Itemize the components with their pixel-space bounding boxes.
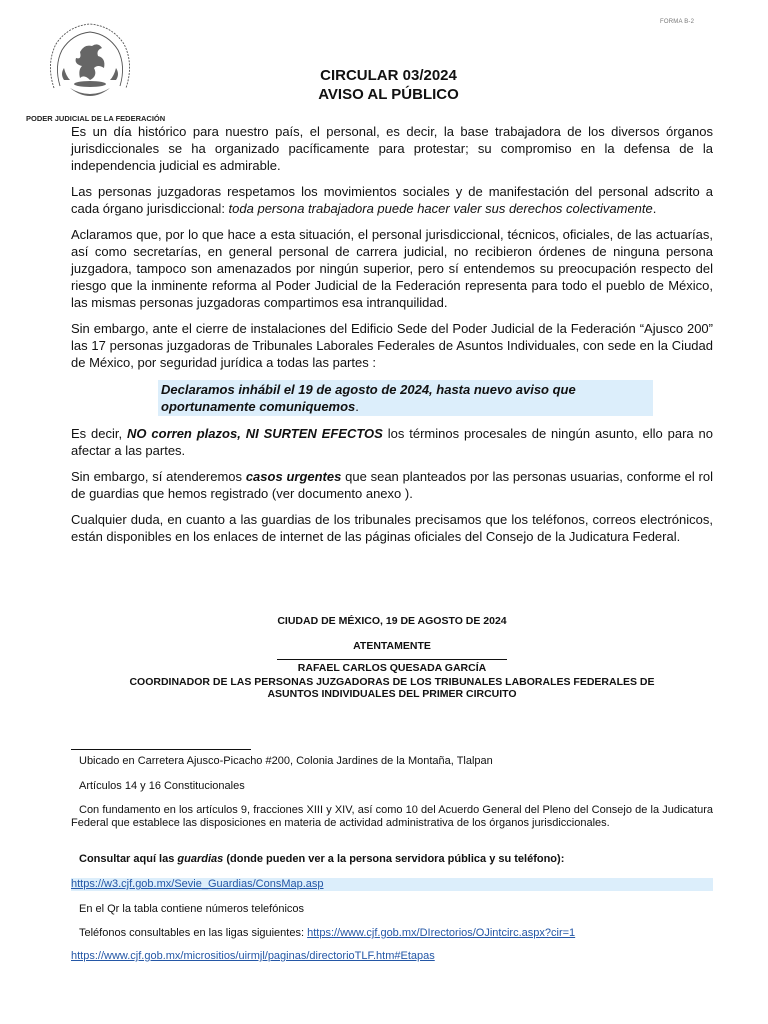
footnote-4-start: Consultar aquí las xyxy=(79,853,178,865)
guardias-link[interactable]: https://w3.cjf.gob.mx/Sevie_Guardias/ConsMap.asp xyxy=(71,878,324,890)
paragraph-4: Sin embargo, ante el cierre de instalaciones del Edificio Sede del Poder Judicial de la Federación “Ajusco 200” las 17 personas juzgadoras de Tribunales Laborales Federales de Asuntos Individuales, con sede en la Ciudad de México, por seguridad jurídica a todas las partes : xyxy=(71,321,713,370)
paragraph-5-start: Es decir, xyxy=(71,426,128,441)
salutation: ATENTAMENTE xyxy=(353,640,431,652)
paragraph-5-end: los términos procesales de ningún asunto, ello para no afectar a las partes. xyxy=(71,426,713,458)
footnote-5 xyxy=(71,903,713,916)
place-date: CIUDAD DE MÉXICO, 19 DE AGOSTO DE 2024 xyxy=(277,615,507,627)
paragraph-2-end: . xyxy=(652,201,657,216)
paragraph-2-text: Las personas juzgadoras respetamos los movimientos sociales y de manifestación del personal adscrito a cada órgano jurisdiccional: xyxy=(71,184,713,216)
footnote-1-text: Ubicado en Carretera Ajusco-Picacho #200, Colonia Jardines de la Montaña, Tlalpan xyxy=(79,755,493,767)
guardias-link-row xyxy=(71,878,713,891)
signer-position-line-1: COORDINADOR DE LAS PERSONAS JUZGADORAS DE LOS TRIBUNALES LABORALES FEDERALES DE xyxy=(129,676,655,688)
paragraph-2-emphasis: toda persona trabajadora puede hacer valer sus derechos colectivamente xyxy=(228,201,653,216)
form-code: FORMA B-2 xyxy=(660,19,695,25)
paragraph-5 xyxy=(71,425,713,459)
footnote-5-text: En el Qr la tabla contiene números telefónicos xyxy=(79,903,305,915)
footnote-3-text: Con fundamento en los artículos 9, fracciones XIII y XIV, así como 10 del Acuerdo General del Pleno del Consejo de la Judicatura Federal que establece las disposiciones en materia de actividad administrativa de los órganos jurisdiccionales. xyxy=(71,804,713,829)
footnote-3 xyxy=(71,804,713,830)
signer-position-line-2: ASUNTOS INDIVIDUALES DEL PRIMER CIRCUITO xyxy=(267,688,517,700)
paragraph-2 xyxy=(71,183,713,217)
paragraph-6-emphasis: casos urgentes xyxy=(245,469,342,484)
declaration-text: Declaramos inhábil el 19 de agosto de 2024, hasta nuevo aviso que oportunamente comuniquemos xyxy=(161,382,576,414)
footnote-2 xyxy=(71,780,713,793)
paragraph-1: Es un día histórico para nuestro país, el personal, es decir, la base trabajadora de los diversos órganos jurisdiccionales se ha organizado pacíficamente para protestar; su compromiso en la defensa de la independencia judicial es admirable. xyxy=(71,124,713,173)
document-title xyxy=(0,66,768,104)
directory-link-1[interactable]: https://www.cjf.gob.mx/DIrectorios/OJintcirc.aspx?cir=1 xyxy=(307,927,576,939)
highlighted-declaration xyxy=(158,380,653,416)
footnote-2-text: Artículos 14 y 16 Constitucionales xyxy=(79,780,245,792)
directory-link-2[interactable]: https://www.cjf.gob.mx/micrositios/uirmjl/paginas/directorioTLF.htm#Etapas xyxy=(71,950,435,962)
notice-heading: AVISO AL PÚBLICO xyxy=(318,86,459,103)
footnote-7 xyxy=(71,950,713,963)
paragraph-7: Cualquier duda, en cuanto a las guardias de los tribunales precisamos que los teléfonos, correos electrónicos, están disponibles en los enlaces de internet de las páginas oficiales del Consejo de la Judicatura Federal. xyxy=(71,512,713,544)
footnote-6 xyxy=(71,927,713,940)
footnote-4-end: (donde pueden ver a la persona servidora pública y su teléfono): xyxy=(223,853,565,865)
signer-name: RAFAEL CARLOS QUESADA GARCÍA xyxy=(297,662,487,674)
paragraph-6-start: Sin embargo, sí atenderemos xyxy=(71,469,246,484)
footnote-6-label: Teléfonos consultables en las ligas siguientes: xyxy=(79,927,308,939)
footnote-4 xyxy=(71,853,713,866)
paragraph-6-end: que sean planteados por las personas usuarias, conforme el rol de guardias que hemos registrado (ver documento anexo ). xyxy=(71,469,714,501)
signer-position xyxy=(71,676,713,700)
institution-name: PODER JUDICIAL DE LA FEDERACIÓN xyxy=(26,114,166,123)
paragraph-3: Aclaramos que, por lo que hace a esta situación, el personal jurisdiccional, técnicos, oficiales, de las actuarías, así como secretarías, en general personal de carrera judicial, no recibieron órdenes de ninguna persona juzgadora, tampoco son amenazados por ningún superior, pero sí entendemos su preocupación respecto del riesgo que la inminente reforma al Poder Judicial de la Federación representa para todo el pueblo de México, las mismas personas juzgadoras compartimos esa intranquilidad. xyxy=(71,227,713,310)
circular-number: CIRCULAR 03/2024 xyxy=(320,67,457,84)
paragraph-5-emphasis: NO corren plazos, NI SURTEN EFECTOS xyxy=(127,426,383,441)
circular-body xyxy=(71,123,713,554)
footnote-separator xyxy=(71,749,251,750)
signature-line xyxy=(71,659,713,660)
paragraph-6 xyxy=(71,468,713,502)
footnote-1 xyxy=(71,755,713,768)
declaration-end: . xyxy=(355,399,359,414)
footnote-4-emphasis: guardias xyxy=(177,853,224,865)
